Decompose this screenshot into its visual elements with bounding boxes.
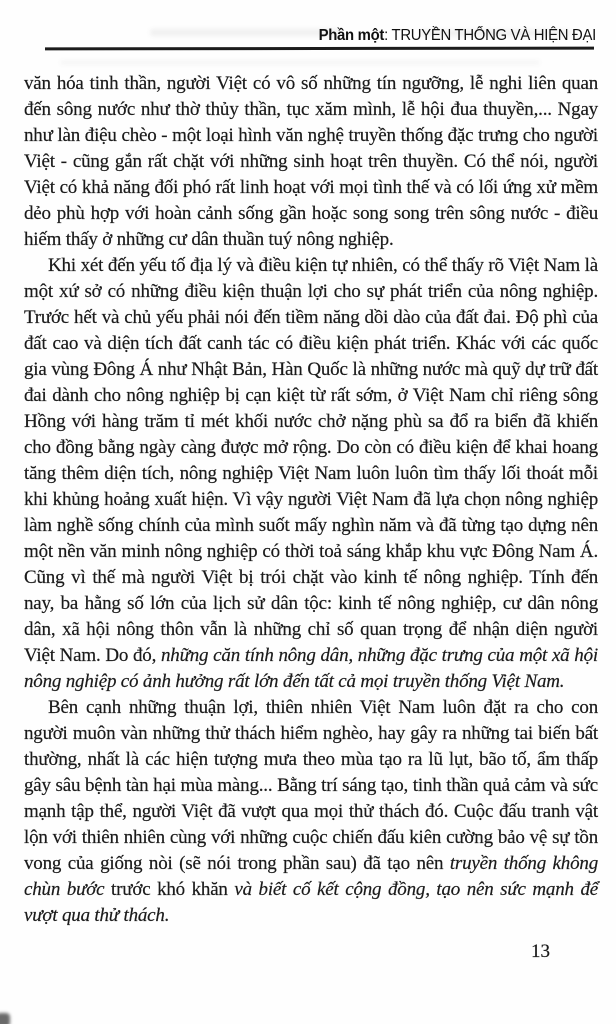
scan-smudge xyxy=(150,29,340,36)
header-part-label: Phần một xyxy=(318,27,385,44)
paragraph-3-emphasis-1: truyền thống không chùn bước xyxy=(24,853,598,900)
paragraph-3-text-2: trước khó khăn xyxy=(104,879,235,900)
scan-smudge xyxy=(60,60,540,65)
paragraph-1-text: văn hóa tinh thần, người Việt có vô số những tín ngưỡng, lễ nghi liên quan đến sông nước như thờ thủy thần, tục xăm mình, lễ hội đua thuyền,... Ngay như làn điệu chèo - một loại hình văn nghệ truyền thống đặc trưng cho người Việt - cũng gắn rất chặt với những sinh hoạt trên thuyền. Có thể nói, người Việt có khả năng đối phó rất linh hoạt với mọi tình thế và có lối ứng xử mềm dẻo phù hợp với hoàn cảnh sống gần hoặc song song trên sông nước - điều hiếm thấy ở những cư dân thuần tuý nông nghiệp. xyxy=(24,73,598,250)
scan-corner-mark xyxy=(0,1013,10,1024)
scan-smudge xyxy=(420,30,570,36)
header-separator: : xyxy=(384,27,392,44)
paragraph-3 xyxy=(24,695,598,929)
paragraph-1 xyxy=(24,71,598,253)
paragraph-3-text: Bên cạnh những thuận lợi, thiên nhiên Việt Nam luôn đặt ra cho con người muôn vàn những thử thách hiểm nghèo, hay gây ra những tai biến bất thường, nhất là các hiện tượng mưa theo mùa tạo ra lũ lụt, bão tố, ẩm thấp gây sâu bệnh tàn hại mùa màng... Bằng trí sáng tạo, tinh thần quả cảm và sức mạnh tập thể, người Việt đã vượt qua mọi thử thách đó. Cuộc đấu tranh vật lộn với thiên nhiên cùng với những cuộc chiến đấu kiên cường bảo vệ sự tồn vong của giống nòi (sẽ nói trong phần sau) đã tạo nên xyxy=(24,697,598,874)
body-text xyxy=(24,71,598,929)
header-rule xyxy=(45,47,594,50)
paragraph-3-emphasis-2: và biết cố kết cộng đồng, tạo nên sức mạnh để vượt qua thử thách. xyxy=(24,879,598,926)
paragraph-2-emphasis: những căn tính nông dân, những đặc trưng của một xã hội nông nghiệp có ảnh hưởng rất lớn đến tất cả mọi truyền thống Việt Nam. xyxy=(24,645,598,692)
paragraph-2-text: Khi xét đến yếu tố địa lý và điều kiện tự nhiên, có thể thấy rõ Việt Nam là một xứ sở có những điều kiện thuận lợi cho sự phát triển của nông nghiệp. Trước hết và chủ yếu phải nói đến tiềm năng dồi dào của đất đai. Độ phì của đất cao và diện tích đất canh tác có điều kiện phát triển. Khác với các quốc gia vùng Đông Á như Nhật Bản, Hàn Quốc là những nước mà quỹ dự trữ đất đai dành cho nông nghiệp bị cạn kiệt từ rất sớm, ở Việt Nam chỉ riêng sông Hồng với hàng trăm tỉ mét khối nước chở nặng phù sa đổ ra biển đã khiến cho đồng bằng ngày càng được mở rộng. Do còn có điều kiện để khai hoang tăng thêm diện tích, nông nghiệp Việt Nam luôn luôn tìm thấy lối thoát mỗi khi khủng hoảng xuất hiện. Vì vậy người Việt Nam đã lựa chọn nông nghiệp làm nghề sống chính của mình suốt mấy nghìn năm và đã từng tạo dựng nên một nền văn minh nông nghiệp có thời toả sáng khắp khu vực Đông Nam Á. Cũng vì thế mà người Việt bị trói chặt vào kinh tế nông nghiệp. Tính đến nay, ba hằng số lớn của lịch sử dân tộc: kinh tế nông nghiệp, cư dân nông dân, xã hội nông thôn vẫn là những chỉ số quan trọng để nhận diện người Việt Nam. Do đó, xyxy=(24,255,598,666)
page-number: 13 xyxy=(531,941,550,962)
header-chapter-title: TRUYỀN THỐNG VÀ HIỆN ĐẠI xyxy=(391,27,596,44)
paragraph-2 xyxy=(24,253,598,695)
